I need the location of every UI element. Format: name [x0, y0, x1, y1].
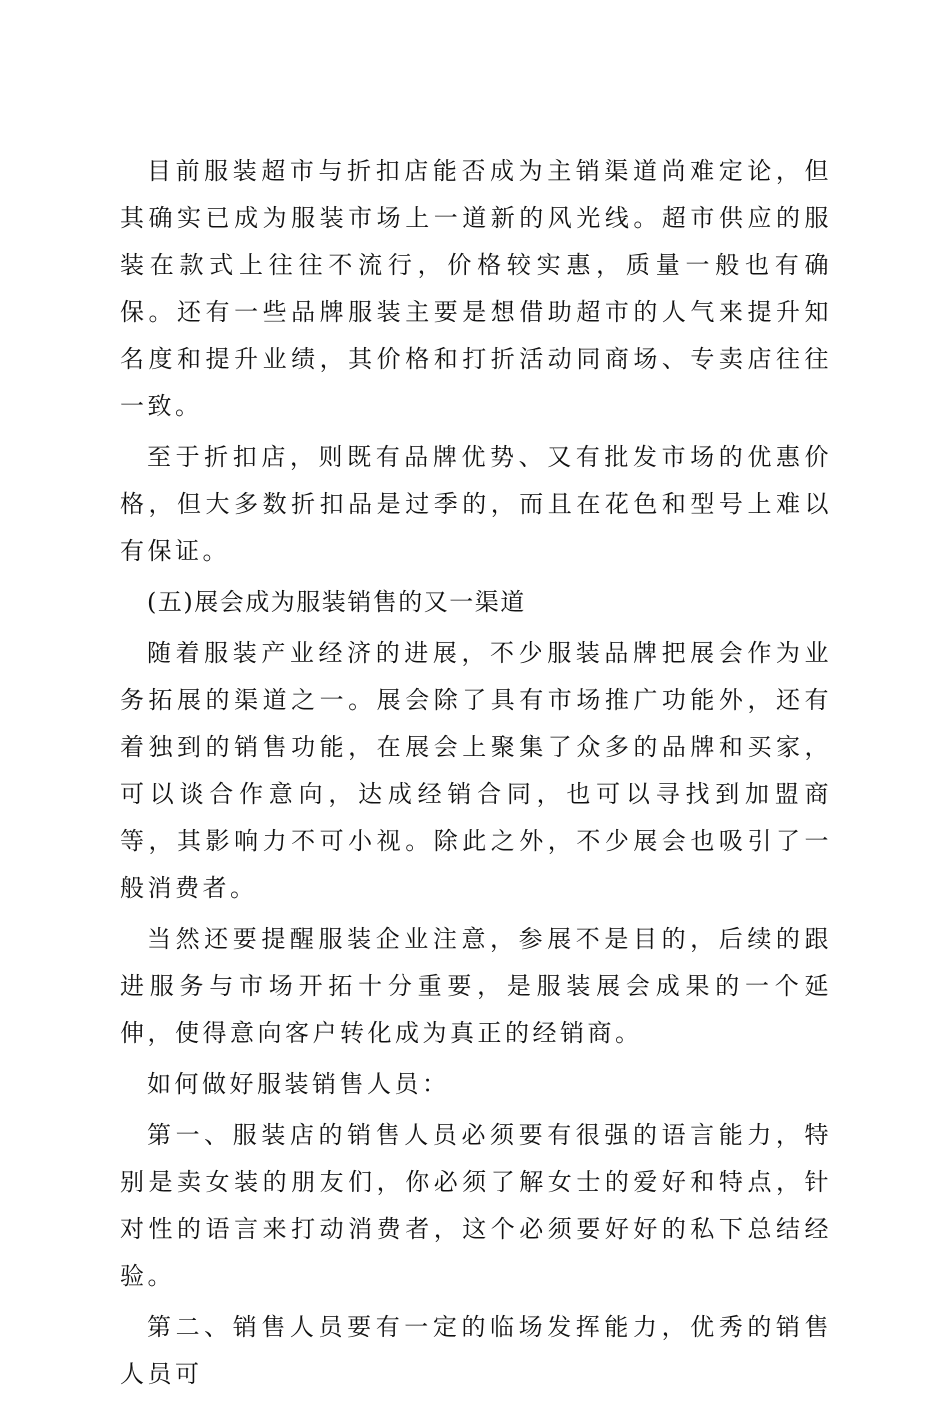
paragraph-clothing-supermarkets: 目前服装超市与折扣店能否成为主销渠道尚难定论，但其确实已成为服装市场上一道新的风光线。超市供应的服装在款式上往往不流行，价格较实惠，质量一般也有确保。还有一些品牌服装主要是想借助超市的人气来提升知名度和提升业绩，其价格和打折活动同商场、专卖店往往一致。	[120, 157, 832, 420]
section-heading-exhibitions: (五)展会成为服装销售的又一渠道	[147, 588, 526, 616]
paragraph-point-two: 第二、销售人员要有一定的临场发挥能力，优秀的销售人员可	[120, 1313, 832, 1388]
paragraph-discount-stores: 至于折扣店，则既有品牌优势、又有批发市场的优惠价格，但大多数折扣品是过季的，而且在花色和型号上难以有保证。	[120, 443, 832, 565]
paragraph-sales-staff-intro: 如何做好服装销售人员：	[147, 1070, 450, 1098]
document-body	[120, 148, 832, 1402]
paragraph-follow-up-service: 当然还要提醒服装企业注意，参展不是目的，后续的跟进服务与市场开拓十分重要，是服装展会成果的一个延伸，使得意向客户转化成为真正的经销商。	[120, 925, 832, 1047]
paragraph-point-one: 第一、服装店的销售人员必须要有很强的语言能力，特别是卖女装的朋友们，你必须了解女士的爱好和特点，针对性的语言来打动消费者，这个必须要好好的私下总结经验。	[120, 1121, 832, 1290]
paragraph-exhibition-channel: 随着服装产业经济的进展，不少服装品牌把展会作为业务拓展的渠道之一。展会除了具有市场推广功能外，还有着独到的销售功能，在展会上聚集了众多的品牌和买家，可以谈合作意向，达成经销合同，也可以寻找到加盟商等，其影响力不可小视。除此之外，不少展会也吸引了一般消费者。	[120, 639, 832, 902]
